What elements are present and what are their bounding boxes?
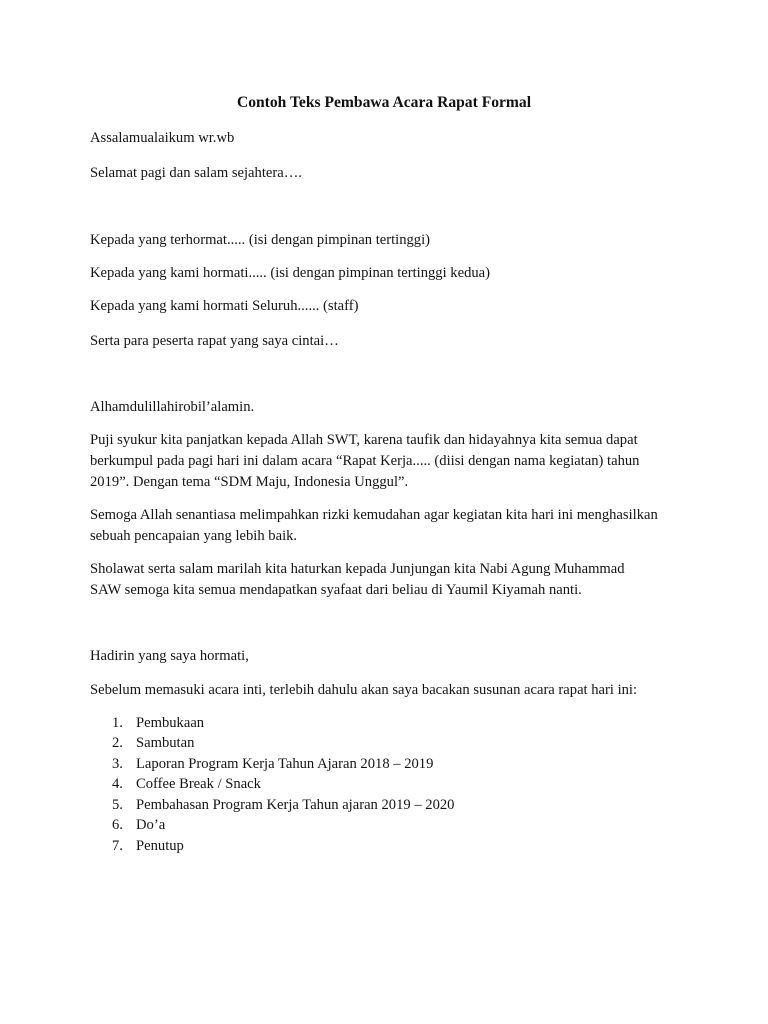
audience-line: Hadirin yang saya hormati, (90, 648, 249, 664)
list-item (112, 795, 454, 815)
paragraph-line: sebuah pencapaian yang lebih baik. (90, 528, 298, 544)
addressee-line: Serta para peserta rapat yang saya cintai… (90, 333, 339, 349)
list-number: 1. (112, 715, 123, 731)
greeting: Assalamualaikum wr.wb (90, 130, 235, 146)
praise-line: Alhamdulillahirobil’alamin. (90, 399, 255, 415)
list-item (112, 733, 194, 753)
list-item (112, 713, 204, 733)
paragraph-line: berkumpul pada pagi hari ini dalam acara “Rapat Kerja..... (diisi dengan nama kegiatan) tahun (90, 453, 640, 469)
list-number: 2. (112, 735, 123, 751)
list-number: 5. (112, 797, 123, 813)
list-label: Laporan Program Kerja Tahun Ajaran 2018 – 2019 (136, 756, 434, 772)
list-item (112, 754, 433, 774)
list-number: 6. (112, 817, 123, 833)
list-label: Pembukaan (136, 715, 205, 731)
paragraph-line: 2019”. Dengan tema “SDM Maju, Indonesia Unggul”. (90, 474, 409, 490)
list-number: 4. (112, 776, 123, 792)
addressee-line: Kepada yang kami hormati..... (isi dengan pimpinan tertinggi kedua) (90, 265, 491, 281)
paragraph-line: Sholawat serta salam marilah kita haturkan kepada Junjungan kita Nabi Agung Muhammad (90, 561, 625, 577)
salutation: Selamat pagi dan salam sejahtera…. (90, 165, 302, 181)
list-label: Sambutan (136, 735, 195, 751)
list-number: 7. (112, 838, 123, 854)
agenda-intro: Sebelum memasuki acara inti, terlebih dahulu akan saya bacakan susunan acara rapat hari ini: (90, 682, 638, 698)
list-number: 3. (112, 756, 123, 772)
list-label: Do’a (136, 817, 166, 833)
paragraph-line: Puji syukur kita panjatkan kepada Allah SWT, karena taufik dan hidayahnya kita semua dapat (90, 432, 638, 448)
paragraph-line: Semoga Allah senantiasa melimpahkan rizki kemudahan agar kegiatan kita hari ini menghasilkan (90, 507, 658, 523)
list-item (112, 774, 261, 794)
paragraph-line: SAW semoga kita semua mendapatkan syafaat dari beliau di Yaumil Kiyamah nanti. (90, 582, 582, 598)
page-title: Contoh Teks Pembawa Acara Rapat Formal (236, 94, 532, 111)
addressee-line: Kepada yang kami hormati Seluruh...... (staff) (90, 298, 359, 314)
list-item (112, 836, 184, 856)
addressee-line: Kepada yang terhormat..... (isi dengan pimpinan tertinggi) (90, 232, 431, 248)
list-item (112, 815, 165, 835)
list-label: Pembahasan Program Kerja Tahun ajaran 2019 – 2020 (136, 797, 455, 813)
list-label: Coffee Break / Snack (136, 776, 261, 792)
list-label: Penutup (136, 838, 184, 854)
